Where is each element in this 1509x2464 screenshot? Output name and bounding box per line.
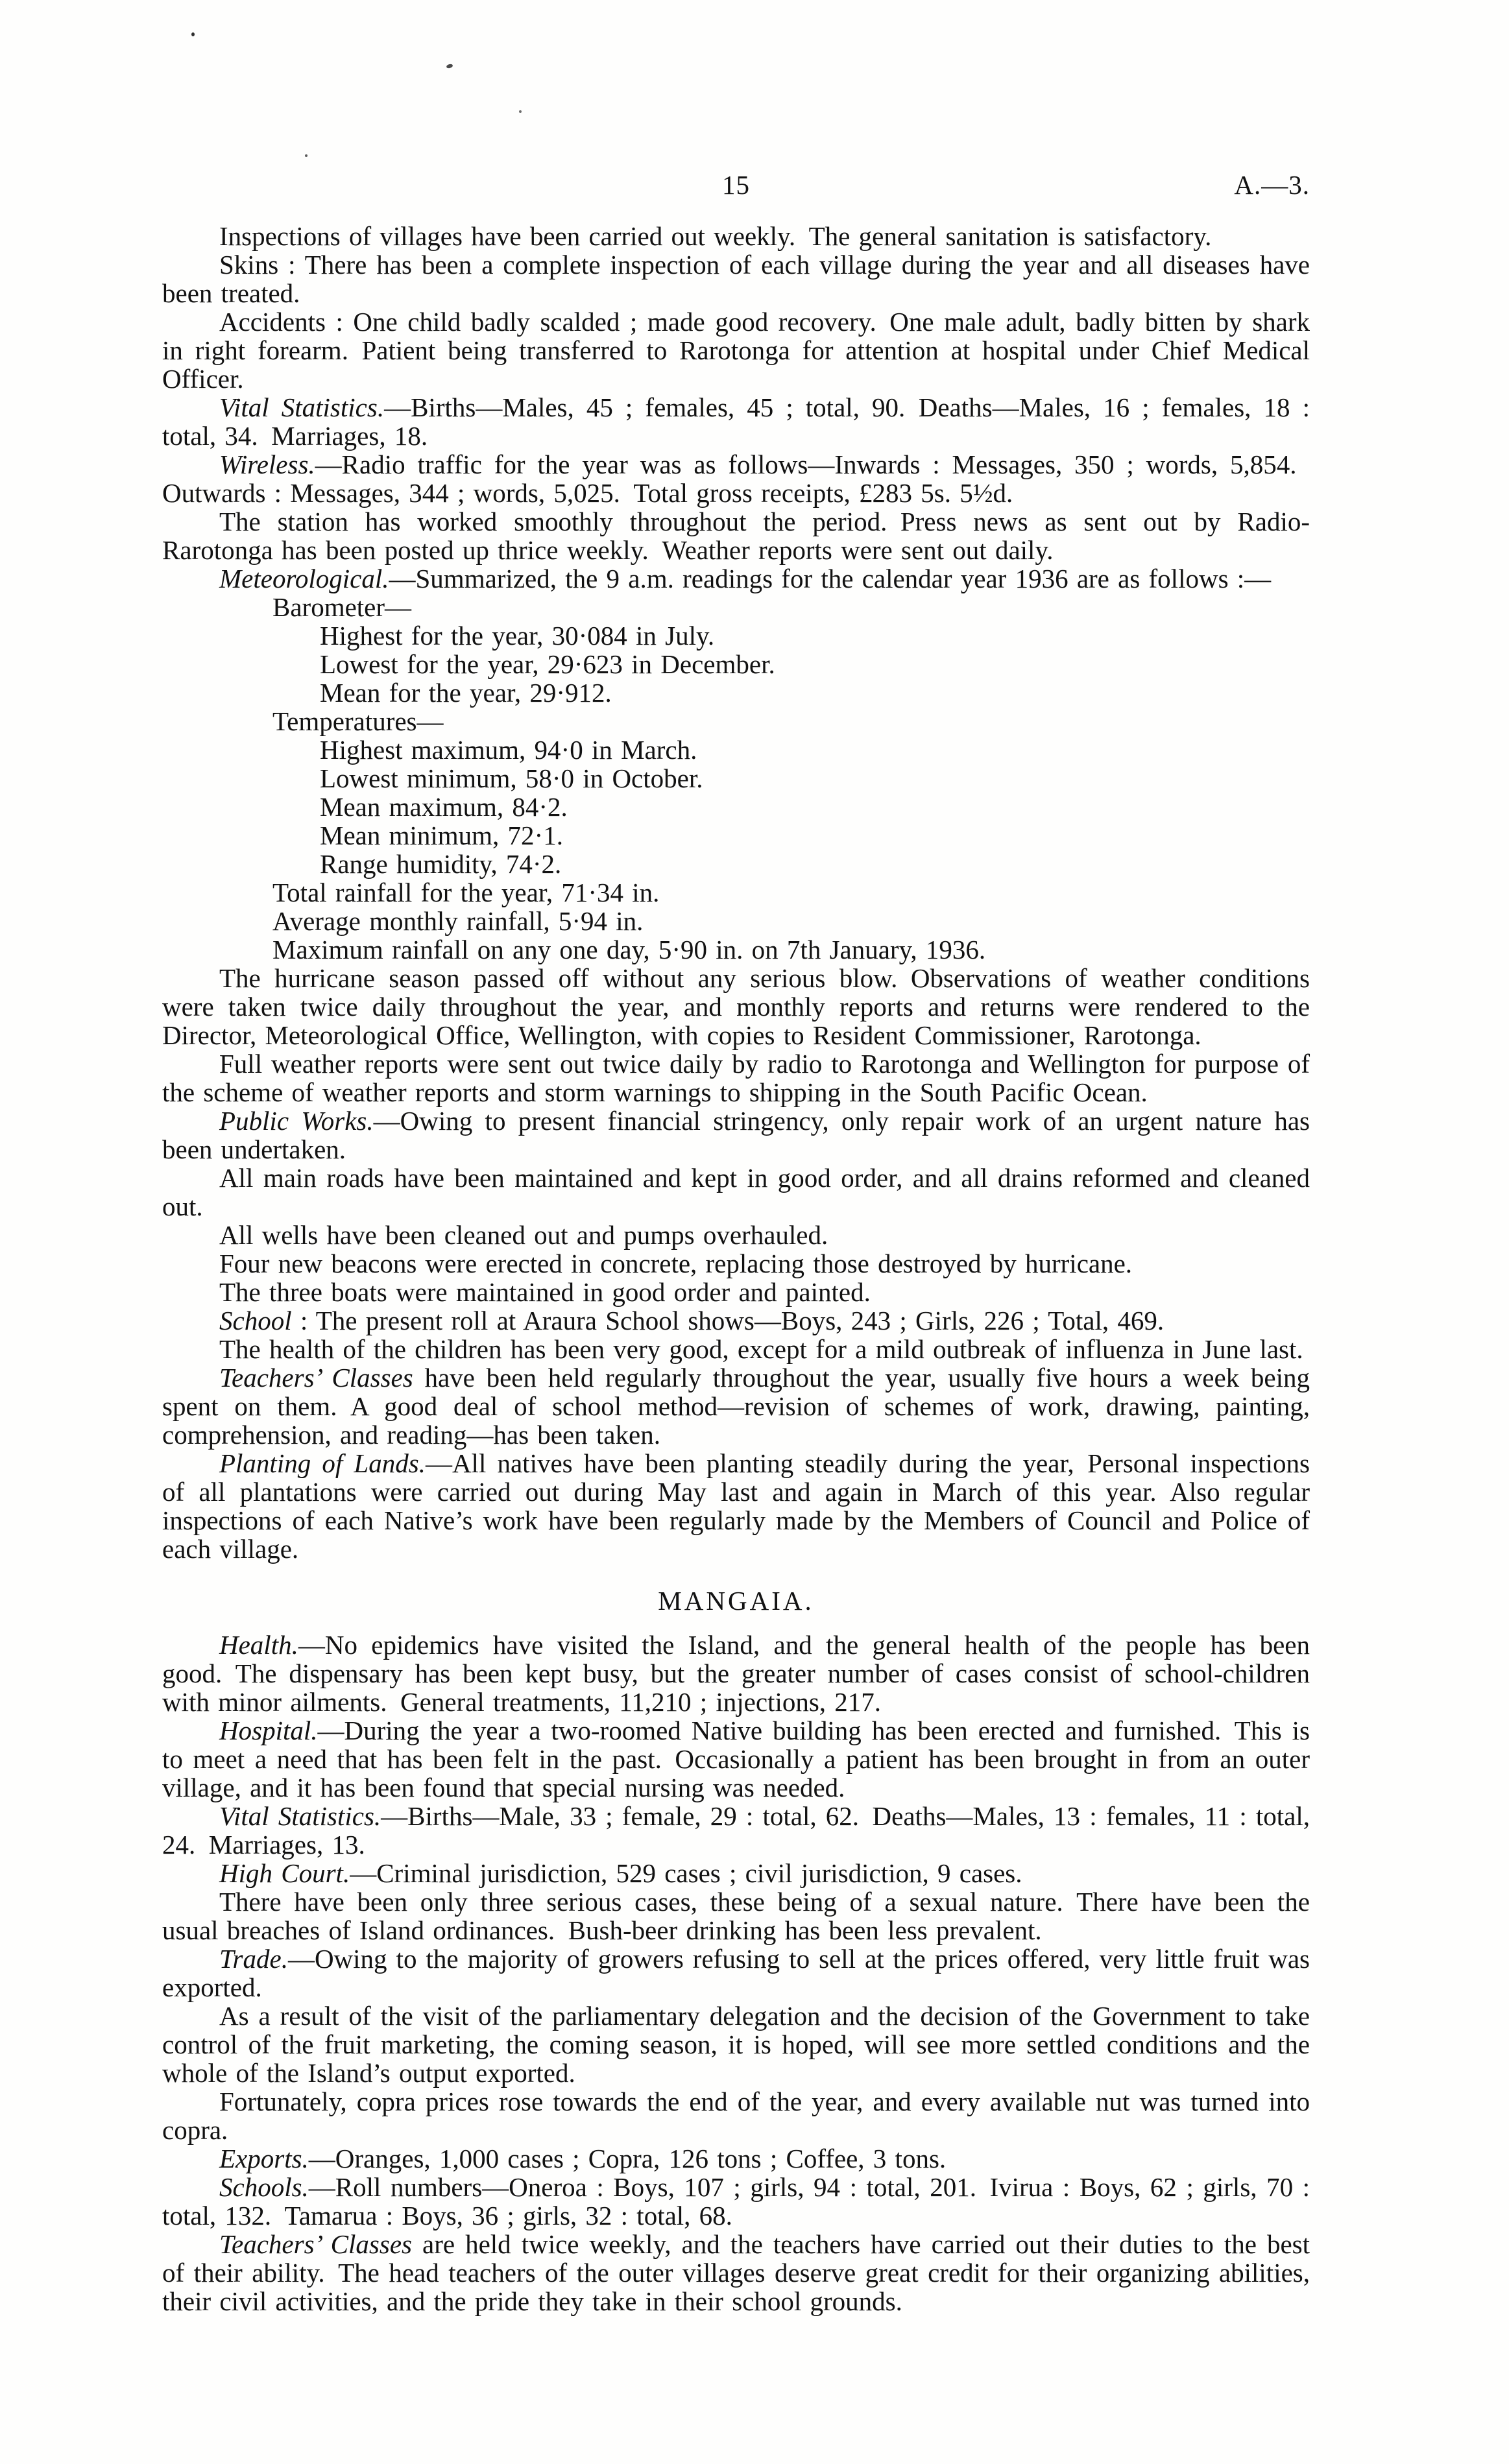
paragraph-lead-italic: Teachers’ Classes [219, 1363, 413, 1393]
report-paragraph: Exports.—Oranges, 1,000 cases ; Copra, 126 tons ; Coffee, 3 tons. [219, 2144, 947, 2173]
paragraph-lead-italic: Vital Statistics. [219, 1801, 381, 1831]
report-paragraph: Meteorological.—Summarized, the 9 a.m. readings for the calendar year 1936 are as follows :— [219, 564, 1272, 593]
report-paragraph: The station has worked smoothly throughout the period. Press news as sent out by Radio-Rarotonga has been posted up thrice weekly. Weather reports were sent out daily. [162, 507, 1310, 565]
paragraph-lead-italic: Vital Statistics. [219, 392, 385, 422]
report-paragraph: Public Works.—Owing to present financial stringency, only repair work of an urgent nature has been undertaken. [162, 1106, 1310, 1164]
report-paragraph: Inspections of villages have been carried out weekly. The general sanitation is satisfactory. [219, 221, 1212, 251]
meteorological-list-item: Mean minimum, 72·1. [320, 820, 563, 850]
paragraph-lead-italic: Schools. [219, 2172, 309, 2202]
report-paragraph: School : The present roll at Araura School shows—Boys, 243 ; Girls, 226 ; Total, 469. [219, 1306, 1165, 1335]
report-paragraph: Skins : There has been a complete inspection of each village during the year and all diseases have been treated. [162, 250, 1310, 308]
report-paragraph: High Court.—Criminal jurisdiction, 529 cases ; civil jurisdiction, 9 cases. [219, 1858, 1022, 1888]
report-paragraph: Fortunately, copra prices rose towards the end of the year, and every available nut was turned into copra. [162, 2087, 1310, 2145]
report-paragraph: The three boats were maintained in good order and painted. [219, 1277, 871, 1307]
report-paragraph: Wireless.—Radio traffic for the year was as follows—Inwards : Messages, 350 ; words, 5,854. Outwards : Messages, 344 ; words, 5,025. Total gross receipts, £283 5s. 5½d. [162, 449, 1310, 508]
paper-reference: A.—3. [1234, 170, 1310, 200]
paragraph-lead-italic: School [219, 1306, 292, 1335]
report-paragraph: Vital Statistics.—Births—Males, 45 ; females, 45 ; total, 90. Deaths—Males, 16 ; females, 18 : total, 34. Marriages, 18. [162, 392, 1310, 451]
report-paragraph: Four new beacons were erected in concrete, replacing those destroyed by hurricane. [219, 1249, 1133, 1278]
report-paragraph: Trade.—Owing to the majority of growers refusing to sell at the prices offered, very little fruit was exported. [162, 1944, 1310, 2002]
paragraph-lead-italic: Teachers’ Classes [219, 2229, 412, 2259]
report-paragraph: Hospital.—During the year a two-roomed Native building has been erected and furnished. This is to meet a need that has been felt in the past. Occasionally a patient has been brought in from an outer village, and it has been found that special nursing was needed. [162, 1716, 1310, 1802]
meteorological-list-item: Highest for the year, 30·084 in July. [320, 621, 715, 651]
report-paragraph: All wells have been cleaned out and pumps overhauled. [219, 1220, 828, 1250]
meteorological-list-item: Range humidity, 74·2. [320, 849, 562, 879]
scan-speck [519, 110, 522, 113]
report-paragraph: Full weather reports were sent out twice daily by radio to Rarotonga and Wellington for purpose of the scheme of weather reports and storm warnings to shipping in the South Pacific Ocean. [162, 1049, 1310, 1107]
report-paragraph: Schools.—Roll numbers—Oneroa : Boys, 107 ; girls, 94 : total, 201. Ivirua : Boys, 62 ; girls, 70 : total, 132. Tamarua : Boys, 36 ; girls, 32 : total, 68. [162, 2172, 1310, 2231]
scan-speck [191, 32, 195, 36]
meteorological-list-item: Maximum rainfall on any one day, 5·90 in. on 7th January, 1936. [272, 935, 986, 964]
paragraph-lead-italic: Public Works. [219, 1106, 374, 1136]
page-number: 15 [722, 170, 750, 200]
meteorological-list-item: Average monthly rainfall, 5·94 in. [272, 906, 644, 936]
meteorological-list-item: Total rainfall for the year, 71·34 in. [272, 878, 660, 907]
meteorological-list-item: Lowest for the year, 29·623 in December. [320, 649, 775, 679]
meteorological-list-item: Mean maximum, 84·2. [320, 792, 568, 822]
paragraph-lead-italic: Hospital. [219, 1716, 318, 1745]
report-paragraph: Health.—No epidemics have visited the Island, and the general health of the people has been good. The dispensary has been kept busy, but the greater number of cases consist of school-children with minor ailments. General treatments, 11,210 ; injections, 217. [162, 1630, 1310, 1717]
report-paragraph: All main roads have been maintained and kept in good order, and all drains reformed and cleaned out. [162, 1163, 1310, 1221]
paragraph-lead-italic: Planting of Lands. [219, 1448, 426, 1478]
meteorological-list-item: Temperatures— [272, 706, 444, 736]
paragraph-lead-italic: Meteorological. [219, 564, 389, 593]
paragraph-lead-italic: Trade. [219, 1944, 288, 1974]
scan-speck [305, 154, 308, 157]
report-paragraph: As a result of the visit of the parliamentary delegation and the decision of the Government to take control of the fruit marketing, the coming season, it is hoped, will see more settled conditions and the whole of the Island’s output exported. [162, 2001, 1310, 2088]
report-paragraph: Vital Statistics.—Births—Male, 33 ; female, 29 : total, 62. Deaths—Males, 13 : females, 11 : total, 24. Marriages, 13. [162, 1801, 1310, 1860]
report-paragraph: Teachers’ Classes are held twice weekly, and the teachers have carried out their duties to the best of their ability. The head teachers of the outer villages deserve great credit for their organizing abilities, their civil activities, and the pride they take in their school grounds. [162, 2229, 1310, 2316]
paragraph-lead-italic: Health. [219, 1630, 298, 1660]
meteorological-list-item: Highest maximum, 94·0 in March. [320, 735, 697, 765]
page-header [162, 170, 1310, 200]
report-body [162, 222, 1310, 2315]
meteorological-list-item: Barometer— [272, 592, 412, 622]
report-paragraph: There have been only three serious cases, these being of a sexual nature. There have been the usual breaches of Island ordinances. Bush-beer drinking has been less prevalent. [162, 1887, 1310, 1945]
report-paragraph: Planting of Lands.—All natives have been planting steadily during the year, Personal inspections of all plantations were carried out during May last and again in March of this year. Also regular inspections of each Native’s work have been regularly made by the Members of Council and Police of each village. [162, 1448, 1310, 1564]
section-heading: MANGAIA. [658, 1586, 814, 1616]
report-paragraph: Teachers’ Classes have been held regularly throughout the year, usually five hours a week being spent on them. A good deal of school method—revision of schemes of work, drawing, painting, comprehension, and reading—has been taken. [162, 1363, 1310, 1450]
report-paragraph: Accidents : One child badly scalded ; made good recovery. One male adult, badly bitten by shark in right forearm. Patient being transferred to Rarotonga for attention at hospital under Chief Medical Officer. [162, 307, 1310, 394]
scan-speck [446, 64, 453, 69]
paragraph-lead-italic: High Court. [219, 1858, 350, 1888]
paragraph-lead-italic: Exports. [219, 2144, 309, 2173]
report-paragraph: The health of the children has been very good, except for a mild outbreak of influenza in June last. [219, 1334, 1303, 1364]
paragraph-lead-italic: Wireless. [219, 449, 315, 479]
meteorological-list-item: Lowest minimum, 58·0 in October. [320, 763, 703, 793]
meteorological-list-item: Mean for the year, 29·912. [320, 678, 612, 708]
report-paragraph: The hurricane season passed off without any serious blow. Observations of weather conditions were taken twice daily throughout the year, and monthly reports and returns were rendered to the Director, Meteorological Office, Wellington, with copies to Resident Commissioner, Rarotonga. [162, 963, 1310, 1050]
